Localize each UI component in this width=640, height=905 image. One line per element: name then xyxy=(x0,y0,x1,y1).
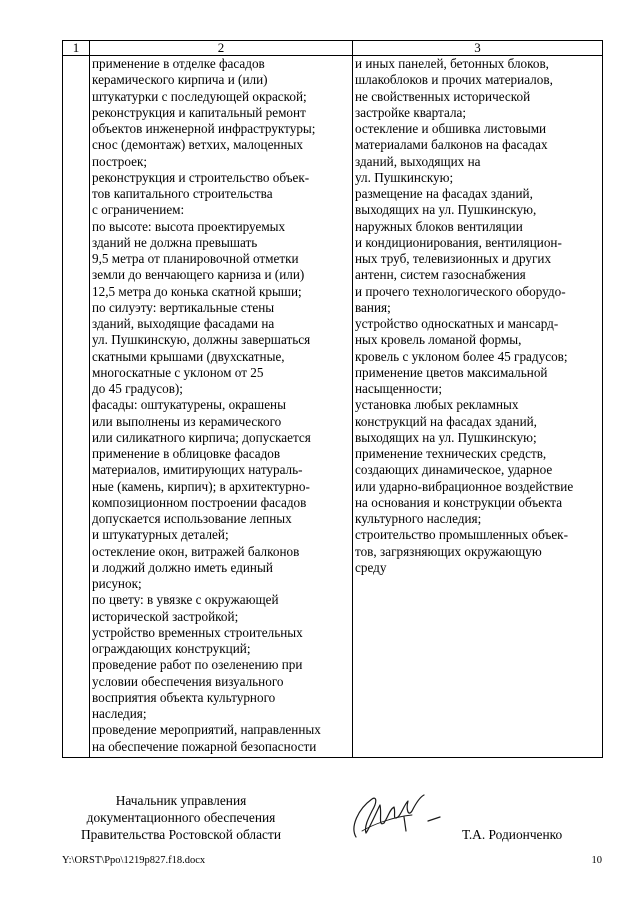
text-line: конструкций на фасадах зданий, xyxy=(355,413,537,429)
table-header-row xyxy=(63,41,603,56)
header-col-3: 3 xyxy=(353,41,603,56)
text-line: наружных блоков вентиляции xyxy=(355,218,523,234)
text-line: и прочего технологического оборудо- xyxy=(355,283,566,299)
text-line: зданий, выходящие фасадами на xyxy=(92,316,275,331)
text-line: ул. Пушкинскую, должны завершаться xyxy=(92,332,311,348)
text-line: не свойственных исторической xyxy=(355,88,531,104)
text-line: по силуэту: вертикальные стены xyxy=(92,299,275,315)
text-line: создающих динамическое, ударное xyxy=(355,462,553,478)
text-line: с ограничением: xyxy=(92,202,185,218)
text-line: и штукатурных деталей; xyxy=(92,527,229,543)
text-line: штукатурки с последующей окраской; xyxy=(92,88,307,104)
position-line: документационного обеспечения xyxy=(86,810,276,825)
text-line: ные (камень, кирпич); в архитектурно- xyxy=(92,478,310,494)
text-line: шлакоблоков и прочих материалов, xyxy=(355,72,553,88)
text-line: применение технических средств, xyxy=(355,446,547,461)
text-line: многоскатные с уклоном от 25 xyxy=(92,364,264,380)
text-line: или выполнены из керамического xyxy=(92,413,282,429)
text-line: снос (демонтаж) ветхих, малоценных xyxy=(92,137,303,153)
text-line: культурного наследия; xyxy=(355,511,482,526)
regulations-table xyxy=(62,40,603,758)
text-line: применение в отделке фасадов xyxy=(92,56,265,71)
allowed-works-text xyxy=(92,56,350,755)
text-line: на обеспечение пожарной безопасности xyxy=(92,738,317,754)
text-line: реконструкция и строительство объек- xyxy=(92,169,310,185)
text-line: до 45 градусов); xyxy=(92,381,183,396)
text-line: зданий не должна превышать xyxy=(92,234,258,250)
text-line: объектов инженерной инфраструктуры; xyxy=(92,121,316,136)
signer-position xyxy=(66,792,296,843)
text-line: размещение на фасадах зданий, xyxy=(355,186,533,201)
text-line: вания; xyxy=(355,299,391,315)
text-line: применение в облицовке фасадов xyxy=(92,446,281,461)
text-line: допускается использование лепных xyxy=(92,511,292,526)
text-line: на основания и конструкции объекта xyxy=(355,494,563,510)
text-line: наследия; xyxy=(92,706,147,721)
handwritten-signature xyxy=(342,787,442,845)
text-line: земли до венчающего карниза и (или) xyxy=(92,267,305,283)
text-line: проведение мероприятий, направленных xyxy=(92,722,321,738)
cell-col-1 xyxy=(63,56,90,758)
text-line: проведение работ по озеленению при xyxy=(92,657,303,673)
text-line: ных кровель ломаной формы, xyxy=(355,332,522,348)
position-line: Правительства Ростовской области xyxy=(80,827,282,842)
text-line: антенн, систем газоснабжения xyxy=(355,267,526,283)
text-line: устройство односкатных и мансард- xyxy=(355,316,559,331)
text-line: фасады: оштукатурены, окрашены xyxy=(92,397,286,413)
text-line: установка любых рекламных xyxy=(355,397,519,413)
text-line: строительство промышленных объек- xyxy=(355,527,568,543)
text-line: материалов, имитирующих натураль- xyxy=(92,462,303,478)
text-line: и иных панелей, бетонных блоков, xyxy=(355,56,549,71)
text-line: выходящих на ул. Пушкинскую, xyxy=(355,202,537,218)
table-body-row xyxy=(63,56,603,758)
text-line: рисунок; xyxy=(92,576,142,591)
file-path: Y:\ORST\Ppo\1219p827.f18.docx xyxy=(62,855,206,866)
signer-name: Т.А. Родионченко xyxy=(462,827,563,842)
text-line: скатными крышами (двухскатные, xyxy=(92,348,285,364)
text-line: застройке квартала; xyxy=(355,104,467,120)
text-line: 9,5 метра от планировочной отметки xyxy=(92,251,299,266)
cell-col-2 xyxy=(90,56,353,758)
prohibited-works-text xyxy=(355,56,600,576)
text-line: и кондиционирования, вентиляцион- xyxy=(355,234,562,250)
text-line: керамического кирпича и (или) xyxy=(92,72,268,88)
position-line: Начальник управления xyxy=(115,793,247,808)
text-line: остекление окон, витражей балконов xyxy=(92,543,300,559)
text-line: применение цветов максимальной xyxy=(355,364,548,380)
text-line: или ударно-вибрационное воздействие xyxy=(355,478,574,494)
text-line: насыщенности; xyxy=(355,381,443,396)
text-line: реконструкция и капитальный ремонт xyxy=(92,104,306,120)
text-line: среду xyxy=(355,559,387,575)
text-line: построек; xyxy=(92,153,148,169)
text-line: материалами балконов на фасадах xyxy=(355,137,548,153)
text-line: исторической застройкой; xyxy=(92,608,239,624)
text-line: 12,5 метра до конька скатной крыши; xyxy=(92,283,302,299)
header-col-2: 2 xyxy=(90,41,353,56)
text-line: или силикатного кирпича; допускается xyxy=(92,429,311,445)
text-line: тов капитального строительства xyxy=(92,186,273,201)
text-line: кровель с уклоном более 45 градусов; xyxy=(355,348,568,364)
text-line: устройство временных строительных xyxy=(92,624,303,640)
text-line: остекление и обшивка листовыми xyxy=(355,121,547,136)
text-line: выходящих на ул. Пушкинскую; xyxy=(355,429,537,445)
text-line: по цвету: в увязке с окружающей xyxy=(92,592,279,608)
text-line: композиционном построении фасадов xyxy=(92,494,307,510)
text-line: тов, загрязняющих окружающую xyxy=(355,543,542,559)
text-line: ных труб, телевизионных и других xyxy=(355,251,552,266)
cell-col-3 xyxy=(353,56,603,758)
header-col-1: 1 xyxy=(63,41,90,56)
text-line: условии обеспечения визуального xyxy=(92,673,284,689)
text-line: ул. Пушкинскую; xyxy=(355,169,454,185)
text-line: зданий, выходящих на xyxy=(355,153,481,169)
text-line: восприятия объекта культурного xyxy=(92,689,276,705)
text-line: ограждающих конструкций; xyxy=(92,641,251,656)
text-line: и лоджий должно иметь единый xyxy=(92,559,273,575)
page-number: 10 xyxy=(591,855,602,866)
text-line: по высоте: высота проектируемых xyxy=(92,218,286,234)
